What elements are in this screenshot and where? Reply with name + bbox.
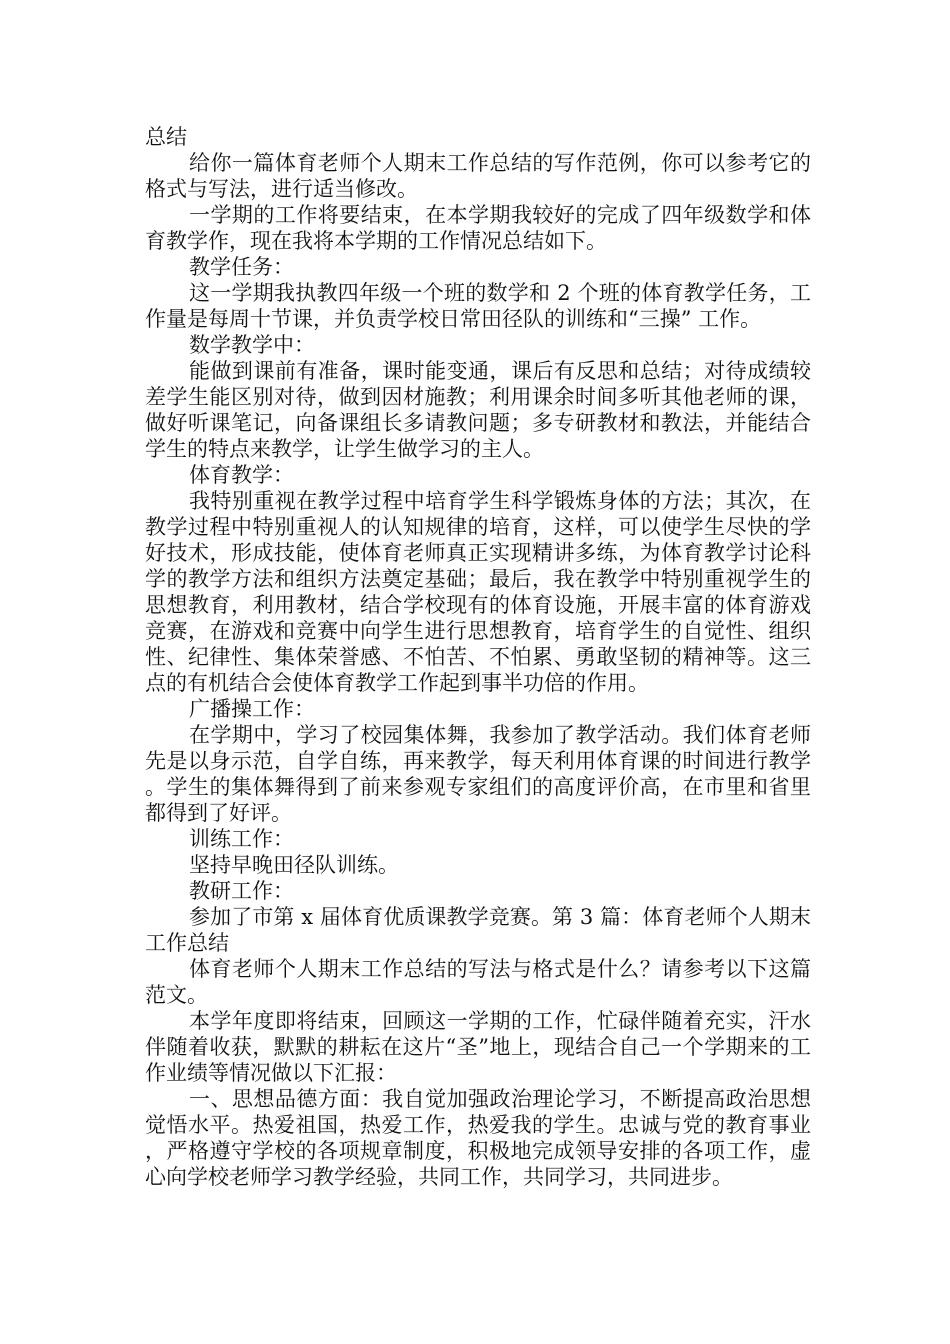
paragraph-17: 一、思想品德方面：我自觉加强政治理论学习，不断提高政治思想觉悟水平。热爱祖国，热爱工作，热爱我的学生。忠诚与党的教育事业，严格遵守学校的各项规章制度，积极地完成领导安排的各项工作，虚心向学校老师学习教学经验，共同工作，共同学习，共同进步。 [145, 1087, 811, 1189]
section-heading-teaching-task: 教学任务： [189, 255, 294, 279]
paragraph-4: 这一学期我执教四年级一个班的数学和 2 个班的体育教学任务，工作量是每周十节课，并负责学校日常田径队的训练和“三操” 工作。 [145, 281, 811, 331]
paragraph-16: 本学年度即将结束，回顾这一学期的工作，忙碌伴随着充实，汗水伴随着收获，默默的耕耘在这片“圣”地上，现结合自己一个学期来的工作业绩等情况做以下汇报： [145, 1009, 811, 1085]
section-heading-research: 教研工作： [189, 879, 294, 903]
paragraph-10: 在学期中，学习了校园集体舞，我参加了教学活动。我们体育老师先是以身示范，自学自练，再来教学，每天利用体育课的时间进行教学。学生的集体舞得到了前来参观专家组们的高度评价高，在市里和省里都得到了好评。 [145, 723, 811, 825]
paragraph-15: 体育老师个人期末工作总结的写法与格式是什么？请参考以下这篇范文。 [145, 957, 811, 1007]
section-heading-math: 数学教学中： [189, 333, 315, 357]
paragraph-6: 能做到课前有准备，课时能变通，课后有反思和总结；对待成绩较差学生能区别对待，做到因材施教；利用课余时间多听其他老师的课，做好听课笔记，向备课组长多请教问题；多专研教材和教法，并能结合学生的特点来教学，让学生做学习的主人。 [145, 359, 811, 461]
paragraph-8: 我特别重视在教学过程中培育学生科学锻炼身体的方法；其次，在教学过程中特别重视人的认知规律的培育，这样，可以使学生尽快的学好技术，形成技能，使体育老师真正实现精讲多练，为体育教学讨论科学的教学方法和组织方法奠定基础；最后，我在教学中特别重视学生的思想教育，利用教材，结合学校现有的体育设施，开展丰富的体育游戏竞赛，在游戏和竞赛中向学生进行思想教育，培育学生的自觉性、组织性、纪律性、集体荣誉感、不怕苦、不怕累、勇敢坚韧的精神等。这三点的有机结合会使体育教学工作起到事半功倍的作用。 [145, 489, 811, 695]
paragraph-1: 给你一篇体育老师个人期末工作总结的写作范例，你可以参考它的格式与写法，进行适当修改。 [145, 151, 811, 201]
section-heading-training: 训练工作： [189, 827, 294, 851]
paragraph-12: 坚持早晚田径队训练。 [189, 853, 399, 877]
paragraph-14: 参加了市第 x 届体育优质课教学竞赛。第 3 篇：体育老师个人期末工作总结 [145, 905, 811, 955]
paragraph-2: 一学期的工作将要结束，在本学期我较好的完成了四年级数学和体育教学作，现在我将本学期的工作情况总结如下。 [145, 203, 811, 253]
paragraph-heading: 总结 [145, 125, 187, 149]
section-heading-pe: 体育教学： [189, 463, 294, 487]
section-heading-broadcast-exercise: 广播操工作： [189, 697, 315, 721]
document-page [145, 124, 811, 1190]
